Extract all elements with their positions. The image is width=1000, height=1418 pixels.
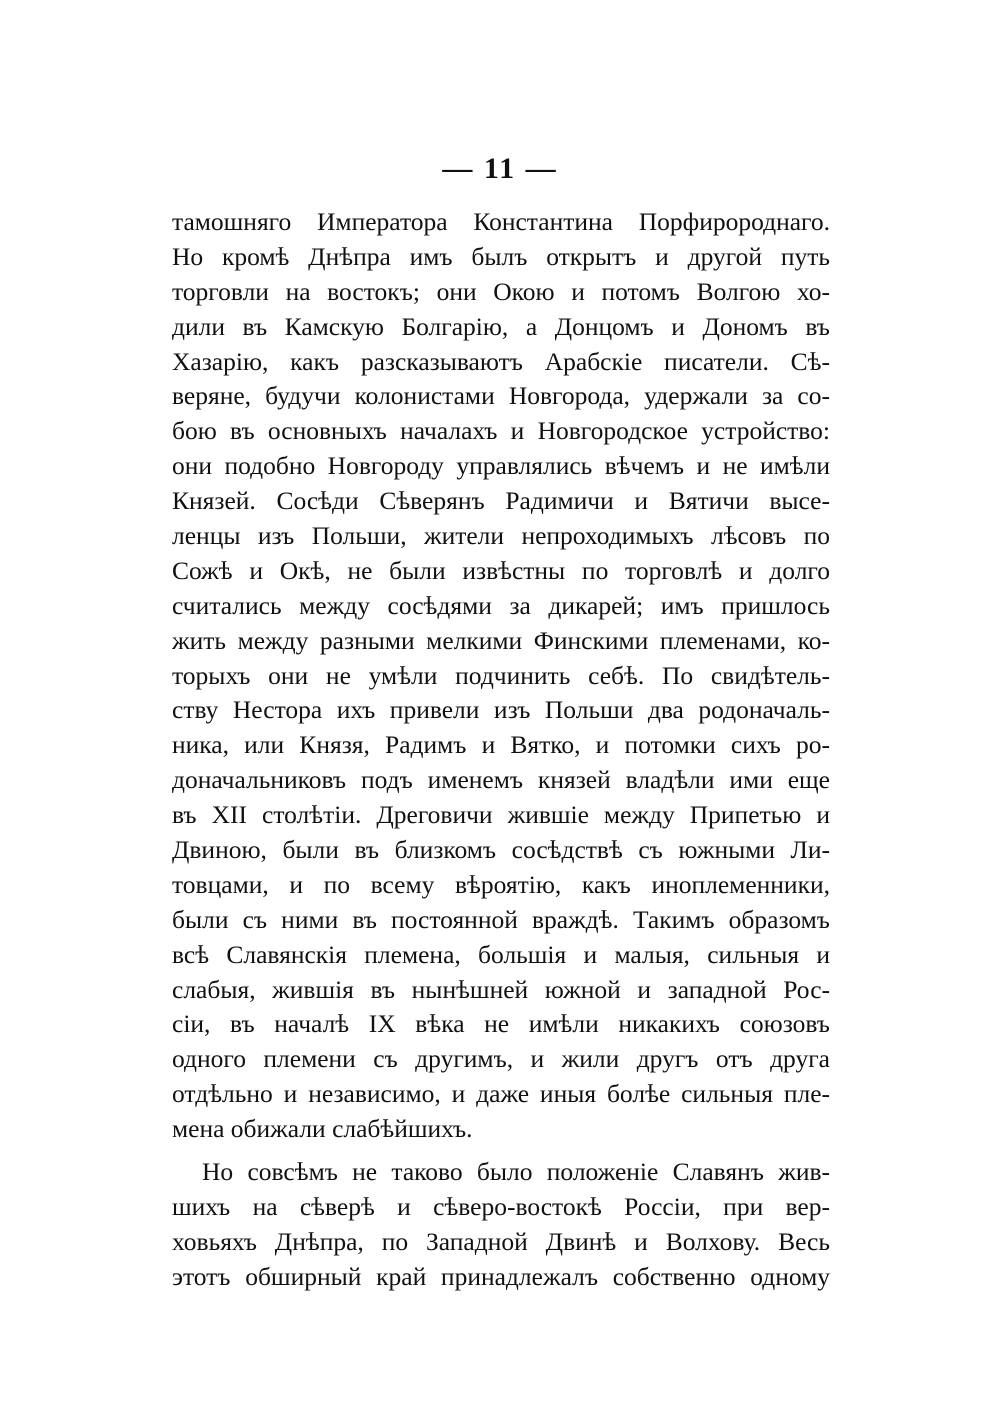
- text-line: ника, или Князя, Радимъ и Вятко, и потомки сихъ ро-: [172, 730, 830, 760]
- text-line: они подобно Новгороду управлялись вѣчемъ и не имѣли: [172, 451, 830, 481]
- text-line: шихъ на сѣверѣ и сѣверо-востокѣ Россіи, при вер-: [172, 1191, 830, 1221]
- text-line: въ XII столѣтіи. Дреговичи жившіе между Припетью и: [172, 800, 830, 830]
- body-text: [172, 205, 830, 1295]
- paragraph-gap: [172, 1147, 830, 1155]
- text-line: Двиною, были въ близкомъ сосѣдствѣ съ южными Ли-: [172, 835, 830, 865]
- text-line: торыхъ они не умѣли подчинить себѣ. По свидѣтель-: [172, 660, 830, 690]
- text-line: Хазарію, какъ разсказываютъ Арабскіе писатели. Сѣ-: [172, 346, 830, 376]
- text-line: дили въ Камскую Болгарію, а Донцомъ и Дономъ въ: [172, 311, 830, 341]
- text-line: одного племени съ другимъ, и жили другъ отъ друга: [172, 1044, 830, 1074]
- text-line: Сожѣ и Окѣ, не были извѣстны по торговлѣ и долго: [172, 555, 830, 585]
- text-line: этотъ обширный край принадлежалъ собственно одному: [172, 1261, 830, 1291]
- text-line: всѣ Славянскія племена, большія и малыя, сильныя и: [172, 939, 830, 969]
- text-line: ленцы изъ Польши, жители непроходимыхъ лѣсовъ по: [172, 521, 830, 551]
- paragraph-1: [172, 205, 830, 1147]
- text-line: ховьяхъ Днѣпра, по Западной Двинѣ и Волхову. Весь: [172, 1226, 830, 1256]
- text-line: мена обижали слабѣйшихъ.: [172, 1114, 473, 1144]
- text-line: жить между разными мелкими Финскими племенами, ко-: [172, 625, 830, 655]
- text-line: товцами, и по всему вѣроятію, какъ иноплеменники,: [172, 869, 830, 899]
- text-line: Но совсѣмъ не таково было положеніе Славянъ жив-: [202, 1157, 830, 1187]
- text-line: тамошняго Императора Константина Порфиророднаго.: [172, 207, 830, 236]
- text-line: Князей. Сосѣди Сѣверянъ Радимичи и Вятичи высе-: [172, 486, 830, 516]
- paragraph-2: [172, 1155, 830, 1295]
- page-number: — 11 —: [442, 152, 558, 185]
- text-line: были съ ними въ постоянной враждѣ. Такимъ образомъ: [172, 904, 830, 934]
- text-line: Но кромѣ Днѣпра имъ былъ открытъ и другой путь: [172, 241, 830, 271]
- text-line: веряне, будучи колонистами Новгорода, удержали за со-: [172, 381, 830, 411]
- text-line: считались между сосѣдями за дикарей; имъ пришлось: [172, 590, 830, 620]
- text-line: отдѣльно и независимо, и даже иныя болѣе сильныя пле-: [172, 1079, 830, 1109]
- text-line: слабыя, жившія въ нынѣшней южной и западной Рос-: [172, 974, 830, 1004]
- text-line: сіи, въ началѣ IX вѣка не имѣли никакихъ союзовъ: [172, 1009, 830, 1039]
- text-line: бою въ основныхъ началахъ и Новгородское устройство:: [172, 416, 830, 446]
- text-line: доначальниковъ подъ именемъ князей владѣли ими еще: [172, 765, 830, 795]
- text-line: ству Нестора ихъ привели изъ Польши два родоначаль-: [172, 695, 830, 725]
- text-line: торговли на востокъ; они Окою и потомъ Волгою хо-: [172, 276, 830, 306]
